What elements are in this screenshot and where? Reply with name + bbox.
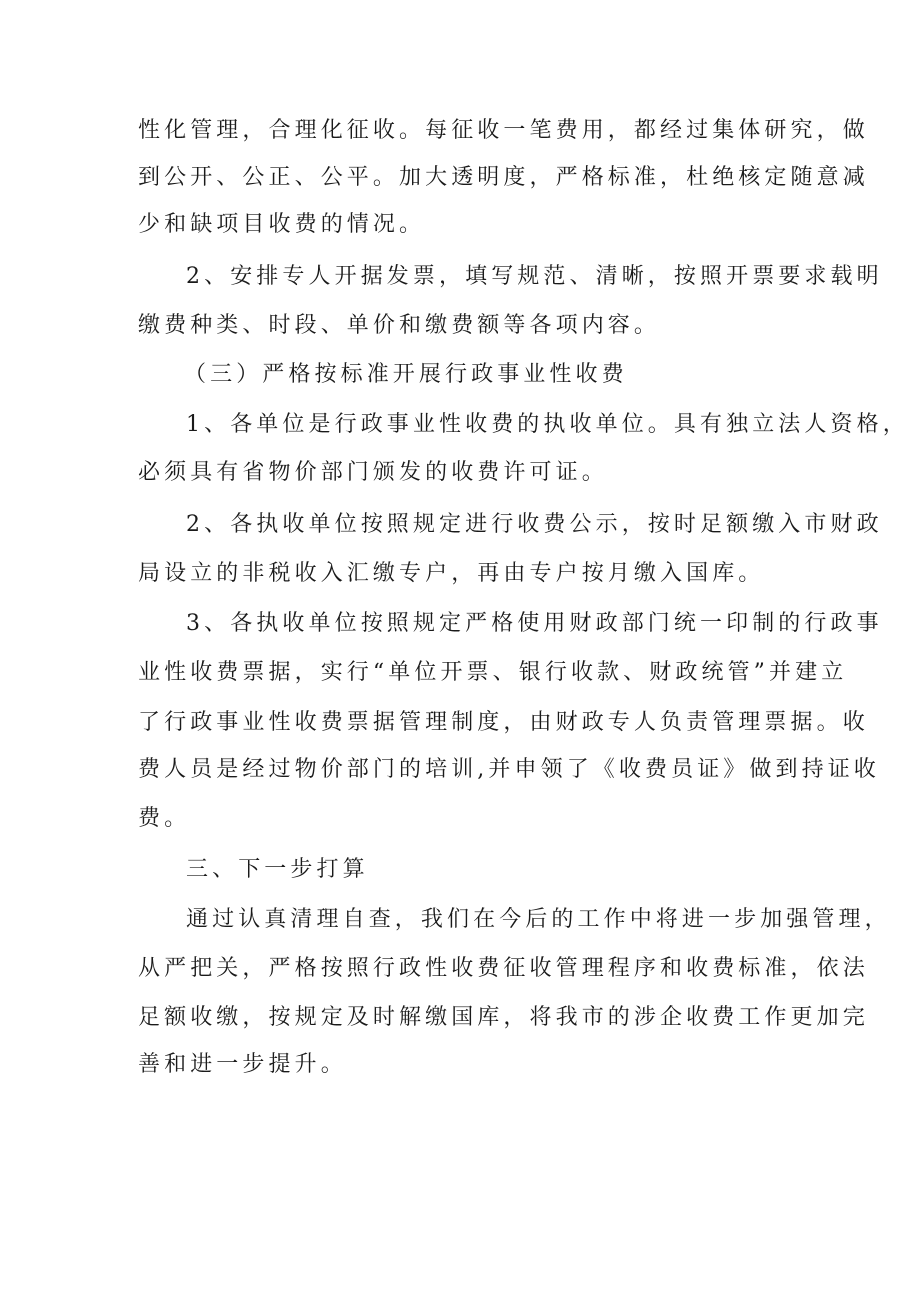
text-line: 3、各执收单位按照规定严格使用财政部门统一印制的行政事 [186, 611, 883, 636]
text-line: 性化管理，合理化征收。每征收一笔费用，都经过集体研究，做 [138, 118, 869, 143]
text-line: 费人员是经过物价部门的培训,并申领了《收费员证》做到持证收 [138, 757, 880, 782]
text-line: 费。 [138, 806, 191, 831]
text-line: 通过认真清理自查，我们在今后的工作中将进一步加强管理， [186, 907, 891, 932]
text-line: 必须具有省物价部门颁发的收费许可证。 [138, 460, 608, 485]
text-line: 1、各单位是行政事业性收费的执收单位。具有独立法人资格， [186, 412, 909, 437]
section-heading: （三）严格按标准开展行政事业性收费 [184, 362, 628, 387]
text-line: 少和缺项目收费的情况。 [138, 212, 426, 237]
text-line: 善和进一步提升。 [138, 1052, 347, 1077]
text-line: 业性收费票据，实行“单位开票、银行收款、财政统管”并建立 [138, 660, 848, 685]
text-line: 2、安排专人开据发票，填写规范、清晰，按照开票要求载明 [186, 264, 883, 289]
text-line: 足额收缴，按规定及时解缴国库，将我市的涉企收费工作更加完 [138, 1005, 869, 1030]
text-line: 局设立的非税收入汇缴专户，再由专户按月缴入国库。 [138, 561, 765, 586]
text-line: 到公开、公正、公平。加大透明度，严格标准，杜绝核定随意减 [138, 165, 869, 190]
text-line: 了行政事业性收费票据管理制度，由财政专人负责管理票据。收 [138, 710, 869, 735]
text-line: 2、各执收单位按照规定进行收费公示，按时足额缴入市财政 [186, 512, 883, 537]
text-line: 缴费种类、时段、单价和缴费额等各项内容。 [138, 313, 661, 338]
section-heading: 三、下一步打算 [186, 857, 369, 882]
text-line: 从严把关，严格按照行政性收费征收管理程序和收费标准，依法 [138, 956, 869, 981]
